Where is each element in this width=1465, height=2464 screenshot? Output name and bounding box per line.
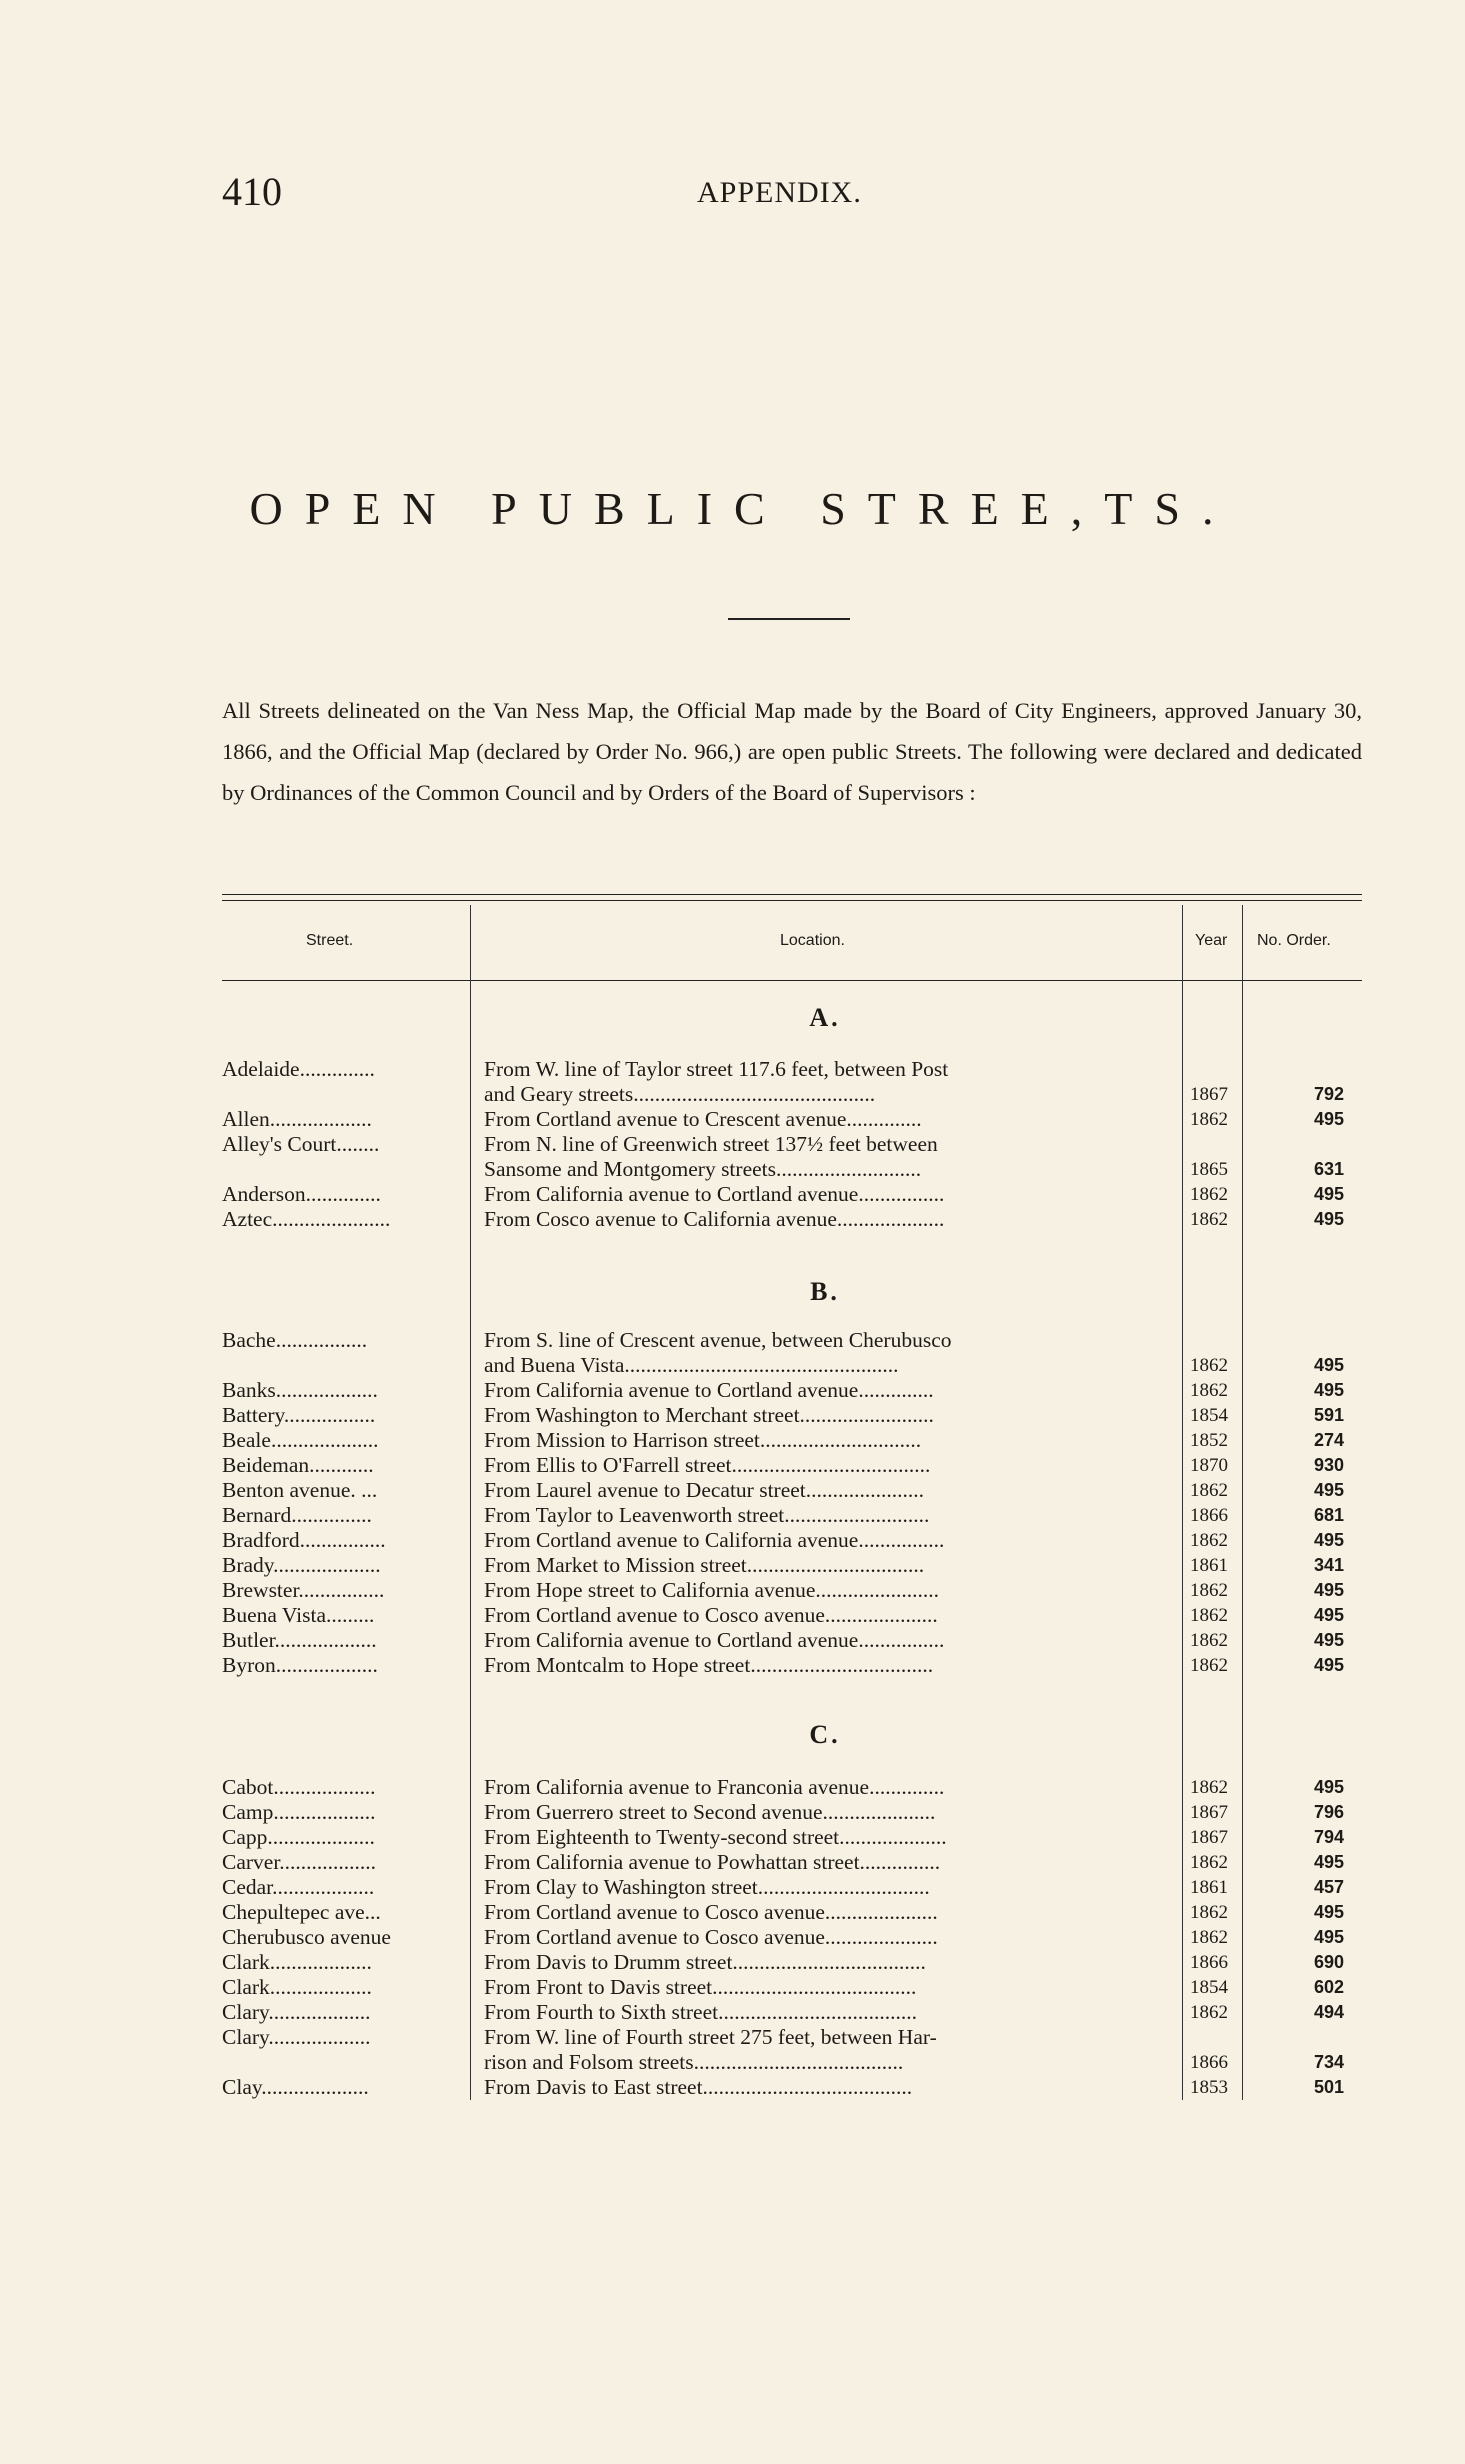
table-row	[0, 1553, 1465, 1578]
year-cell: 1867	[1190, 1802, 1228, 1823]
order-number-cell: 796	[1313, 1802, 1345, 1822]
location-cell: From Cortland avenue to Cosco avenue.....................	[484, 1925, 938, 1949]
location-cell: From N. line of Greenwich street 137½ feet between	[484, 1132, 938, 1156]
year-cell: 1854	[1190, 1977, 1228, 1998]
order-number-cell: 495	[1313, 1209, 1345, 1229]
location-cell: From W. line of Taylor street 117.6 feet, between Post	[484, 1057, 949, 1081]
year-cell: 1862	[1190, 1927, 1228, 1948]
page-header	[222, 168, 1342, 218]
street-cell: Butler...................	[222, 1628, 377, 1652]
year-cell: 1853	[1190, 2077, 1228, 2098]
street-cell: Alley's Court........	[222, 1132, 380, 1156]
year-cell: 1862	[1190, 1655, 1228, 1676]
table-row	[0, 1653, 1465, 1678]
year-cell: 1862	[1190, 1530, 1228, 1551]
location-cell: From Hope street to California avenue.......................	[484, 1578, 939, 1602]
table-row	[0, 1082, 1465, 1107]
table-row	[0, 1628, 1465, 1653]
table-row	[0, 1850, 1465, 1875]
table-row	[0, 1107, 1465, 1132]
header-rule	[222, 980, 1362, 981]
location-cell: From Davis to East street.......................................	[484, 2075, 913, 2099]
location-cell: From Ellis to O'Farrell street.....................................	[484, 1453, 931, 1477]
street-cell: Carver..................	[222, 1850, 377, 1874]
table-row	[0, 2050, 1465, 2075]
table-row	[0, 1157, 1465, 1182]
location-cell: From Montcalm to Hope street..................................	[484, 1653, 934, 1677]
table-row	[0, 1328, 1465, 1353]
table-row	[0, 1403, 1465, 1428]
street-cell: Anderson..............	[222, 1182, 381, 1206]
street-cell: Bache.................	[222, 1328, 368, 1352]
column-header-street: Street.	[306, 932, 354, 949]
table-row	[0, 1975, 1465, 2000]
street-cell: Aztec......................	[222, 1207, 391, 1231]
location-cell: From California avenue to Franconia avenue..............	[484, 1775, 945, 1799]
year-cell: 1862	[1190, 1902, 1228, 1923]
street-cell: Banks...................	[222, 1378, 378, 1402]
order-number-cell: 495	[1313, 1655, 1345, 1675]
street-cell: Bradford................	[222, 1528, 386, 1552]
table-top-rule	[222, 894, 1362, 895]
table-row	[0, 1775, 1465, 1800]
table-row	[0, 1875, 1465, 1900]
location-cell: From Fourth to Sixth street.....................................	[484, 2000, 917, 2024]
year-cell: 1862	[1190, 1852, 1228, 1873]
order-number-cell: 591	[1313, 1405, 1345, 1425]
location-cell: From California avenue to Powhattan street...............	[484, 1850, 941, 1874]
table-row	[0, 2025, 1465, 2050]
location-cell: rison and Folsom streets.......................................	[484, 2050, 904, 2074]
order-number-cell: 930	[1313, 1455, 1345, 1475]
order-number-cell: 495	[1313, 1380, 1345, 1400]
street-cell: Cedar...................	[222, 1875, 375, 1899]
order-number-cell: 495	[1313, 1530, 1345, 1550]
column-header-year: Year	[1195, 932, 1228, 949]
section-letter: A.	[809, 1003, 841, 1032]
street-cell: Clary...................	[222, 2000, 371, 2024]
table-row	[0, 1603, 1465, 1628]
order-number-cell: 681	[1313, 1505, 1345, 1525]
location-cell: Sansome and Montgomery streets...........................	[484, 1157, 922, 1181]
order-number-cell: 495	[1313, 1480, 1345, 1500]
year-cell: 1866	[1190, 1952, 1228, 1973]
year-cell: 1854	[1190, 1405, 1228, 1426]
table-row	[0, 1132, 1465, 1157]
street-cell: Chepultepec ave...	[222, 1900, 381, 1924]
table-top-rule-inner	[222, 900, 1362, 901]
location-cell: and Buena Vista...................................................	[484, 1353, 899, 1377]
column-header-location: Location.	[780, 932, 845, 949]
street-cell: Buena Vista.........	[222, 1603, 375, 1627]
table-row	[0, 2000, 1465, 2025]
year-cell: 1862	[1190, 1184, 1228, 1205]
location-cell: From Cortland avenue to Cosco avenue.....................	[484, 1900, 938, 1924]
section-letter: B.	[810, 1277, 840, 1306]
year-cell: 1866	[1190, 1505, 1228, 1526]
table-row	[0, 1503, 1465, 1528]
order-number-cell: 631	[1313, 1159, 1345, 1179]
order-number-cell: 494	[1313, 2002, 1345, 2022]
location-cell: and Geary streets.............................................	[484, 1082, 876, 1106]
location-cell: From Davis to Drumm street....................................	[484, 1950, 926, 1974]
table-row	[0, 1950, 1465, 1975]
table-row	[0, 1207, 1465, 1232]
location-cell: From Cortland avenue to California avenue................	[484, 1528, 945, 1552]
table-row	[0, 1578, 1465, 1603]
year-cell: 1862	[1190, 1480, 1228, 1501]
street-cell: Clay....................	[222, 2075, 369, 2099]
title-rule	[728, 618, 850, 620]
order-number-cell: 495	[1313, 1927, 1345, 1947]
street-cell: Clary...................	[222, 2025, 371, 2049]
street-cell: Adelaide..............	[222, 1057, 375, 1081]
section-letter: C.	[809, 1720, 841, 1749]
location-cell: From Cortland avenue to Crescent avenue..............	[484, 1107, 922, 1131]
intro-paragraph: All Streets delineated on the Van Ness Map, the Official Map made by the Board of City Engineers, approved January 30, 1866, and the Official Map (declared by Order No. 966,) are open public Streets. The following were declared and dedicated by Ordinances of the Common Council and by Orders of the Board of Supervisors :	[222, 698, 1362, 805]
year-cell: 1862	[1190, 1630, 1228, 1651]
street-cell: Camp...................	[222, 1800, 376, 1824]
street-cell: Battery.................	[222, 1403, 376, 1427]
location-cell: From Washington to Merchant street.........................	[484, 1403, 934, 1427]
order-number-cell: 734	[1313, 2052, 1345, 2072]
year-cell: 1867	[1190, 1827, 1228, 1848]
location-cell: From California avenue to Cortland avenue................	[484, 1628, 945, 1652]
table-row	[0, 2075, 1465, 2100]
location-cell: From Taylor to Leavenworth street...........................	[484, 1503, 930, 1527]
street-cell: Beideman............	[222, 1453, 374, 1477]
page-number: 410	[222, 169, 282, 214]
year-cell: 1862	[1190, 2002, 1228, 2023]
street-cell: Cabot...................	[222, 1775, 376, 1799]
order-number-cell: 792	[1313, 1084, 1345, 1104]
order-number-cell: 495	[1313, 1580, 1345, 1600]
year-cell: 1867	[1190, 1084, 1228, 1105]
order-number-cell: 495	[1313, 1109, 1345, 1129]
page-title: OPEN PUBLIC STREE,TS.	[249, 483, 1236, 534]
order-number-cell: 690	[1313, 1952, 1345, 1972]
year-cell: 1862	[1190, 1380, 1228, 1401]
order-number-cell: 341	[1313, 1555, 1345, 1575]
table-row	[0, 1453, 1465, 1478]
location-cell: From California avenue to Cortland avenue..............	[484, 1378, 934, 1402]
street-cell: Beale....................	[222, 1428, 379, 1452]
street-cell: Clark...................	[222, 1950, 372, 1974]
order-number-cell: 495	[1313, 1630, 1345, 1650]
street-cell: Brewster................	[222, 1578, 385, 1602]
year-cell: 1862	[1190, 1580, 1228, 1601]
order-number-cell: 794	[1313, 1827, 1345, 1847]
order-number-cell: 501	[1313, 2077, 1345, 2097]
table-row	[0, 1057, 1465, 1082]
order-number-cell: 495	[1313, 1355, 1345, 1375]
table-row	[0, 1428, 1465, 1453]
location-cell: From Cortland avenue to Cosco avenue.....................	[484, 1603, 938, 1627]
column-header-order: No. Order.	[1257, 932, 1331, 949]
order-number-cell: 495	[1313, 1605, 1345, 1625]
year-cell: 1870	[1190, 1455, 1228, 1476]
order-number-cell: 495	[1313, 1902, 1345, 1922]
location-cell: From Market to Mission street.................................	[484, 1553, 925, 1577]
location-cell: From Mission to Harrison street..............................	[484, 1428, 922, 1452]
table-row	[0, 1528, 1465, 1553]
year-cell: 1862	[1190, 1109, 1228, 1130]
year-cell: 1852	[1190, 1430, 1228, 1451]
order-number-cell: 495	[1313, 1852, 1345, 1872]
street-cell: Brady....................	[222, 1553, 381, 1577]
year-cell: 1862	[1190, 1209, 1228, 1230]
street-cell: Clark...................	[222, 1975, 372, 1999]
location-cell: From Laurel avenue to Decatur street......................	[484, 1478, 925, 1502]
table-row	[0, 1800, 1465, 1825]
table-row	[0, 1378, 1465, 1403]
order-number-cell: 495	[1313, 1184, 1345, 1204]
table-row	[0, 1478, 1465, 1503]
year-cell: 1865	[1190, 1159, 1228, 1180]
street-cell: Allen...................	[222, 1107, 372, 1131]
year-cell: 1861	[1190, 1555, 1228, 1576]
order-number-cell: 274	[1313, 1430, 1345, 1450]
table-row	[0, 1353, 1465, 1378]
location-cell: From Eighteenth to Twenty-second street....................	[484, 1825, 947, 1849]
location-cell: From Guerrero street to Second avenue.....................	[484, 1800, 936, 1824]
order-number-cell: 602	[1313, 1977, 1345, 1997]
order-number-cell: 495	[1313, 1777, 1345, 1797]
street-cell: Benton avenue. ...	[222, 1478, 378, 1502]
location-cell: From Clay to Washington street................................	[484, 1875, 930, 1899]
year-cell: 1866	[1190, 2052, 1228, 2073]
street-cell: Capp....................	[222, 1825, 375, 1849]
running-head: APPENDIX.	[697, 176, 862, 209]
table-row	[0, 1825, 1465, 1850]
table-row	[0, 1900, 1465, 1925]
year-cell: 1862	[1190, 1605, 1228, 1626]
year-cell: 1862	[1190, 1355, 1228, 1376]
street-cell: Cherubusco avenue	[222, 1925, 391, 1949]
location-cell: From W. line of Fourth street 275 feet, between Har-	[484, 2025, 937, 2049]
table-row	[0, 1925, 1465, 1950]
location-cell: From S. line of Crescent avenue, between Cherubusco	[484, 1328, 952, 1352]
order-number-cell: 457	[1313, 1877, 1345, 1897]
location-cell: From Cosco avenue to California avenue....................	[484, 1207, 945, 1231]
year-cell: 1862	[1190, 1777, 1228, 1798]
table-row	[0, 1182, 1465, 1207]
location-cell: From Front to Davis street......................................	[484, 1975, 917, 1999]
year-cell: 1861	[1190, 1877, 1228, 1898]
street-cell: Bernard...............	[222, 1503, 372, 1527]
location-cell: From California avenue to Cortland avenue................	[484, 1182, 945, 1206]
street-cell: Byron...................	[222, 1653, 378, 1677]
